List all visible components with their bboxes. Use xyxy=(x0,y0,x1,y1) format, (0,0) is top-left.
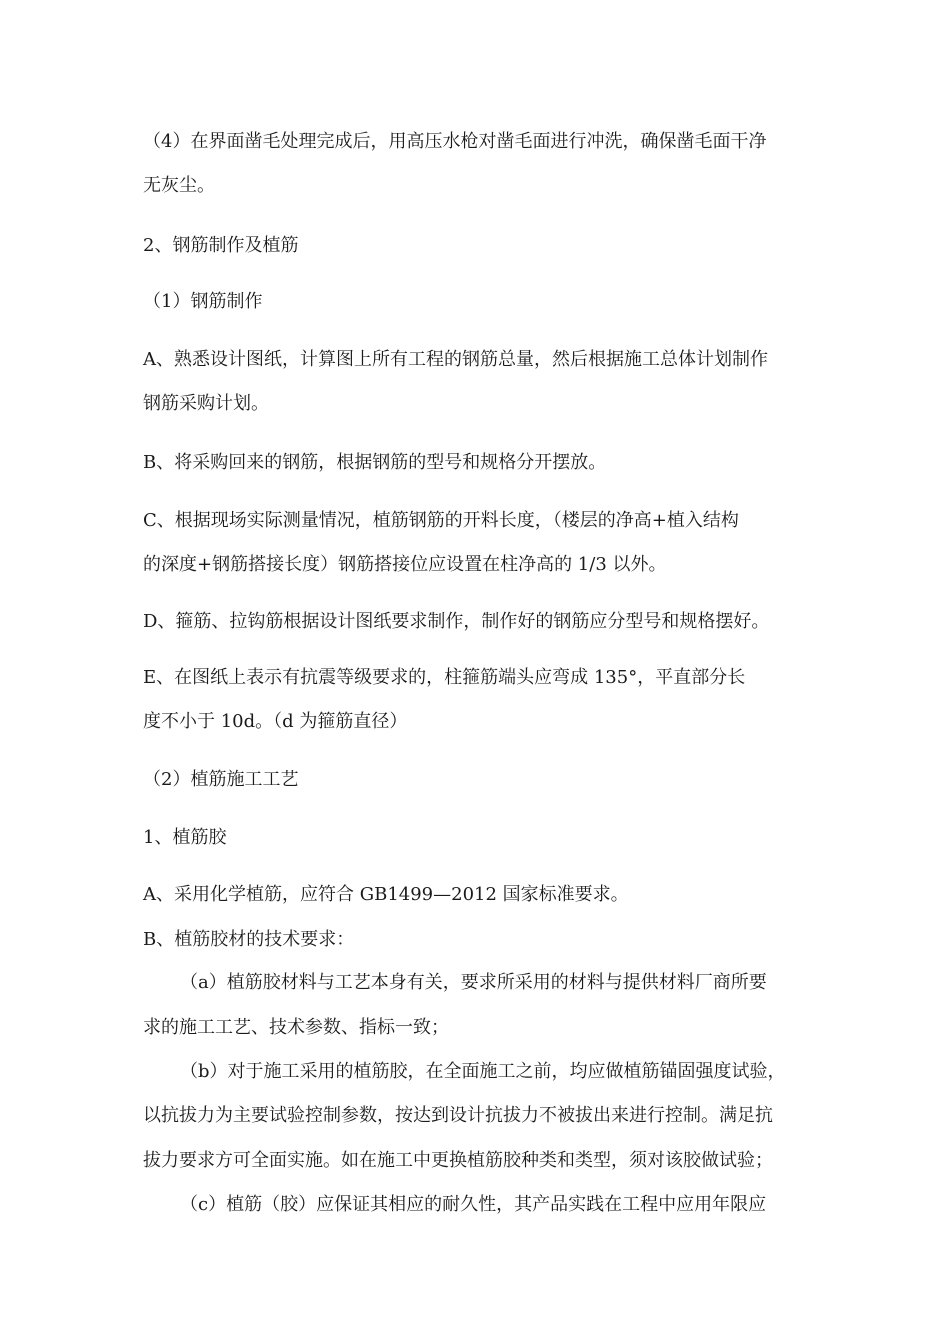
item-c-line-2: 的深度+钢筋搭接长度）钢筋搭接位应设置在柱净高的 1/3 以外。 xyxy=(143,554,667,575)
item-a-line-2: 钢筋采购计划。 xyxy=(143,393,269,414)
item-b: B、将采购回来的钢筋，根据钢筋的型号和规格分开摆放。 xyxy=(143,452,607,473)
item-a-line-1: A、熟悉设计图纸，计算图上所有工程的钢筋总量，然后根据施工总体计划制作 xyxy=(143,349,768,370)
paragraph-interface-flushing-line-2: 无灰尘。 xyxy=(143,175,215,196)
requirement-a-line-1: （a）植筋胶材料与工艺本身有关，要求所采用的材料与提供材料厂商所要 xyxy=(180,972,767,993)
item-e-line-1: E、在图纸上表示有抗震等级要求的，柱箍筋端头应弯成 135°，平直部分长 xyxy=(143,667,746,688)
heading-planting-adhesive: 1、植筋胶 xyxy=(143,827,227,848)
subheading-planting-process: （2）植筋施工工艺 xyxy=(143,769,299,790)
subheading-rebar-fabrication: （1）钢筋制作 xyxy=(143,291,263,312)
requirement-c-line-1: （c）植筋（胶）应保证其相应的耐久性，其产品实践在工程中应用年限应 xyxy=(180,1194,767,1215)
paragraph-interface-flushing-line-1: （4）在界面凿毛处理完成后，用高压水枪对凿毛面进行冲洗，确保凿毛面干净 xyxy=(143,131,767,152)
item-c-line-1: C、根据现场实际测量情况，植筋钢筋的开料长度，（楼层的净高+植入结构 xyxy=(143,510,739,531)
requirement-b-line-3: 拔力要求方可全面实施。如在施工中更换植筋胶种类和类型，须对该胶做试验； xyxy=(143,1150,773,1171)
section-heading-rebar: 2、钢筋制作及植筋 xyxy=(143,235,299,256)
requirement-a-line-2: 求的施工工艺、技术参数、指标一致； xyxy=(143,1017,449,1038)
item-e-line-2: 度不小于 10d。（d 为箍筋直径） xyxy=(143,711,408,732)
item-d: D、箍筋、拉钩筋根据设计图纸要求制作，制作好的钢筋应分型号和规格摆好。 xyxy=(143,611,770,632)
requirement-b-line-1: （b）对于施工采用的植筋胶，在全面施工之前，均应做植筋锚固强度试验， xyxy=(180,1061,786,1082)
adhesive-item-a: A、采用化学植筋，应符合 GB1499—2012 国家标准要求。 xyxy=(143,884,629,905)
adhesive-item-b: B、植筋胶材的技术要求： xyxy=(143,929,355,950)
requirement-b-line-2: 以抗拔力为主要试验控制参数，按达到设计抗拔力不被拔出来进行控制。满足抗 xyxy=(143,1105,773,1126)
